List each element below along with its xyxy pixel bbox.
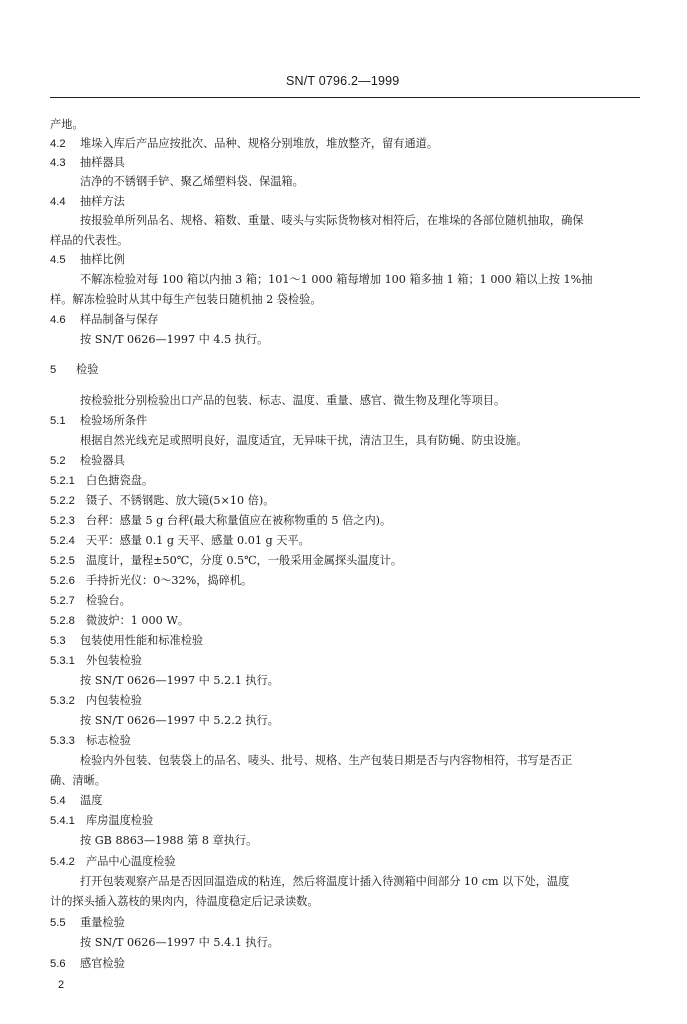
body-text-line: 洁净的不锈钢手铲、聚乙烯塑料袋、保温箱。	[80, 175, 304, 188]
clause-item: 5.2.6 手持折光仪：0～32%，捣碎机。	[50, 574, 253, 587]
body-text-line: 产地。	[50, 118, 84, 131]
standard-code-header: SN/T 0796.2—1999	[286, 74, 400, 88]
subsection-heading: 5.4.2 产品中心温度检验	[50, 855, 176, 868]
section-heading: 5.4 温度	[50, 794, 103, 807]
clause-item: 5.2.5 温度计，量程±50℃，分度 0.5℃，一般采用金属探头温度计。	[50, 554, 403, 567]
body-text-line: 不解冻检验对每 100 箱以内抽 3 箱；101～1 000 箱每增加 100 箱多抽 1 箱；1 000 箱以上按 1%抽	[80, 273, 593, 286]
body-text-line: 按报验单所列品名、规格、箱数、重量、唛头与实际货物核对相符后，在堆垛的各部位随机抽取，确保	[80, 214, 584, 227]
clause-item: 5.2.3 台秤：感量 5 g 台秤(最大称量值应在被称物重的 5 倍之内)。	[50, 514, 392, 527]
body-text-line: 按 SN/T 0626—1997 中 5.2.2 执行。	[80, 714, 279, 727]
section-heading: 5.2 检验器具	[50, 454, 125, 467]
body-text-line: 按 SN/T 0626—1997 中 5.2.1 执行。	[80, 674, 279, 687]
header-divider	[50, 97, 640, 98]
subsection-heading: 5.4.1 库房温度检验	[50, 814, 154, 827]
chapter-heading: 5 检验	[50, 363, 99, 376]
clause-item: 5.2.2 镊子、不锈钢匙、放大镜(5×10 倍)。	[50, 494, 275, 507]
body-text-line: 按检验批分别检验出口产品的包装、标志、温度、重量、感官、微生物及理化等项目。	[80, 394, 506, 407]
section-heading: 4.4 抽样方法	[50, 195, 125, 208]
body-text-line: 检验内外包装、包装袋上的品名、唛头、批号、规格、生产包装日期是否与内容物相符，书写是否正	[80, 754, 573, 767]
body-text-line: 根据自然光线充足或照明良好，温度适宜，无异味干扰，清洁卫生，具有防蝇、防虫设施。	[80, 434, 528, 447]
section-heading: 5.6 感官检验	[50, 957, 125, 970]
body-text-line: 按 SN/T 0626—1997 中 5.4.1 执行。	[80, 936, 279, 949]
section-heading: 5.1 检验场所条件	[50, 414, 148, 427]
body-text-line: 样。解冻检验时从其中每生产包装日随机抽 2 袋检验。	[50, 293, 322, 306]
section-heading: 5.5 重量检验	[50, 916, 125, 929]
clause-4-2: 4.2 堆垛入库后产品应按批次、品种、规格分别堆放，堆放整齐，留有通道。	[50, 137, 439, 150]
clause-item: 5.2.4 天平：感量 0.1 g 天平、感量 0.01 g 天平。	[50, 534, 310, 547]
body-text-line: 按 GB 8863—1988 第 8 章执行。	[80, 834, 258, 847]
clause-item: 5.2.1 白色搪瓷盘。	[50, 474, 154, 487]
clause-item: 5.2.8 微波炉：1 000 W。	[50, 614, 190, 627]
subsection-heading: 5.3.2 内包装检验	[50, 694, 142, 707]
body-text-line: 样品的代表性。	[50, 234, 129, 247]
section-heading: 4.6 样品制备与保存	[50, 313, 159, 326]
subsection-heading: 5.3.1 外包装检验	[50, 654, 142, 667]
clause-item: 5.2.7 检验台。	[50, 594, 131, 607]
section-heading: 5.3 包装使用性能和标准检验	[50, 634, 204, 647]
subsection-heading: 5.3.3 标志检验	[50, 734, 131, 747]
body-text-line: 按 SN/T 0626—1997 中 4.5 执行。	[80, 333, 269, 346]
page-number: 2	[58, 979, 65, 991]
section-heading: 4.3 抽样器具	[50, 156, 125, 169]
body-text-line: 打开包装观察产品是否因回温造成的粘连，然后将温度计插入待测箱中间部分 10 cm 以下处，温度	[80, 875, 570, 888]
section-heading: 4.5 抽样比例	[50, 253, 125, 266]
body-text-line: 计的探头插入荔枝的果肉内，待温度稳定后记录读数。	[50, 895, 319, 908]
body-text-line: 确、清晰。	[50, 774, 106, 787]
